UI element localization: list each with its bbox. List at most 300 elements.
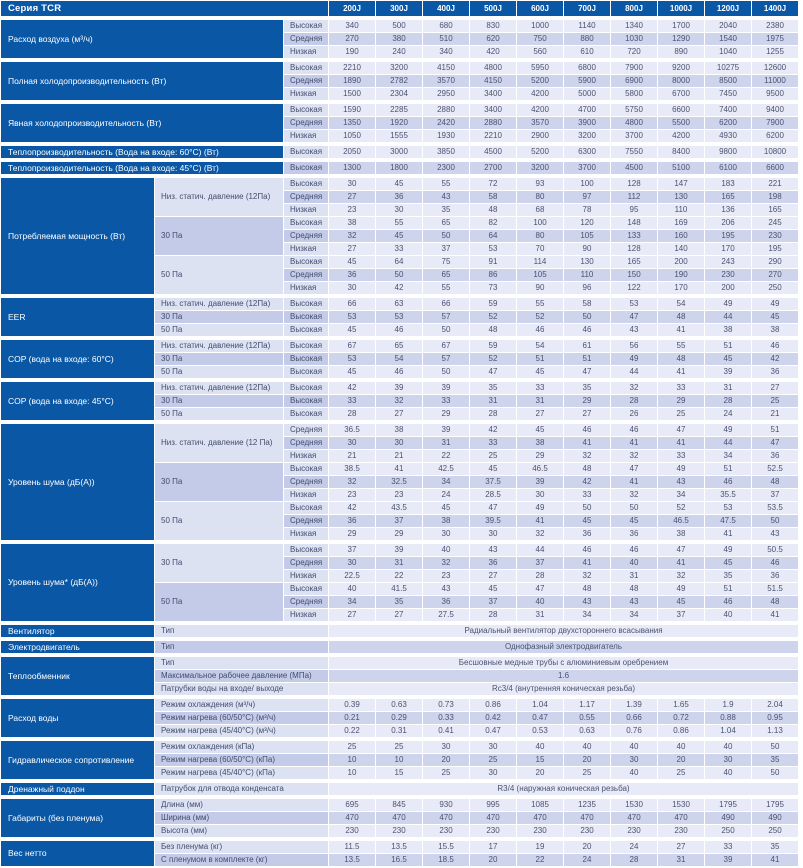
- value-cell: 0.53: [517, 725, 563, 737]
- speed-label: Средняя: [284, 230, 328, 242]
- value-cell: 51: [517, 353, 563, 365]
- speed-label: Средняя: [284, 269, 328, 281]
- value-cell: 45: [517, 424, 563, 436]
- value-cell: 52: [470, 311, 516, 323]
- gap-cell: [1, 738, 798, 740]
- value-cell: 30: [470, 528, 516, 540]
- value-cell: 4150: [470, 75, 516, 87]
- section-label-noise-plenum: Уровень шума* (дБ(А)): [1, 544, 154, 621]
- value-cell: 36: [423, 596, 469, 608]
- value-cell: 40: [705, 767, 751, 779]
- value-cell: 845: [376, 799, 422, 811]
- gap-cell: [1, 101, 798, 103]
- table-row: [1, 382, 798, 394]
- property-label: Патрубки воды на входе/ выходе: [155, 683, 328, 695]
- value-cell: 58: [470, 191, 516, 203]
- value-cell: 2300: [423, 162, 469, 174]
- speed-label: Высокая: [284, 311, 328, 323]
- value-cell: 0.42: [470, 712, 516, 724]
- property-label: Режим нагрева (60/50°С) (кПа): [155, 754, 328, 766]
- value-cell: 26: [611, 408, 657, 420]
- gap-cell: [1, 696, 798, 698]
- value-cell: 72: [470, 178, 516, 190]
- value-cell: 3700: [611, 130, 657, 142]
- value-cell: 30: [470, 767, 516, 779]
- condition-label: 50 Па: [155, 408, 283, 420]
- speed-label: Высокая: [284, 20, 328, 32]
- speed-label: Высокая: [284, 583, 328, 595]
- value-cell: 890: [658, 46, 704, 58]
- speed-label: Низкая: [284, 489, 328, 501]
- value-cell: 24: [611, 841, 657, 853]
- value-cell: 290: [752, 256, 798, 268]
- value-cell: 48: [658, 311, 704, 323]
- value-cell: 39: [423, 424, 469, 436]
- value-cell: 490: [752, 812, 798, 824]
- value-cell: 5200: [517, 146, 563, 158]
- value-cell: 250: [752, 282, 798, 294]
- value-cell: 10: [376, 754, 422, 766]
- value-cell: 15: [376, 767, 422, 779]
- value-cell: 206: [705, 217, 751, 229]
- value-cell: 39: [376, 382, 422, 394]
- value-cell: 29: [564, 395, 610, 407]
- value-cell: 1590: [329, 104, 375, 116]
- property-label: Без пленума (кг): [155, 841, 328, 853]
- value-cell: 37: [376, 515, 422, 527]
- value-cell: 1.04: [517, 699, 563, 711]
- value-cell: 49: [705, 544, 751, 556]
- value-cell: 21: [752, 408, 798, 420]
- speed-label: Низкая: [284, 204, 328, 216]
- gap-cell: [1, 421, 798, 423]
- value-cell: 46: [752, 340, 798, 352]
- value-cell: 15.5: [423, 841, 469, 853]
- gap-cell: [1, 541, 798, 543]
- model-column-header: 500J: [470, 1, 516, 16]
- value-cell: 25: [329, 741, 375, 753]
- value-cell: 65: [376, 340, 422, 352]
- speed-label: Высокая: [284, 162, 328, 174]
- value-cell: 270: [329, 33, 375, 45]
- value-cell: 51.5: [752, 583, 798, 595]
- section-gap: [1, 541, 798, 543]
- value-cell: 32: [564, 450, 610, 462]
- condition-label: 50 Па: [155, 502, 283, 540]
- value-cell: 830: [470, 20, 516, 32]
- property-label: Тип: [155, 625, 328, 637]
- value-cell: 5100: [658, 162, 704, 174]
- value-cell: 41: [611, 476, 657, 488]
- value-cell: 183: [705, 178, 751, 190]
- value-cell: 44: [611, 366, 657, 378]
- value-cell: 39.5: [470, 515, 516, 527]
- value-cell: 39: [376, 544, 422, 556]
- value-cell: 50: [423, 366, 469, 378]
- property-label: Режим охлаждения (кПа): [155, 741, 328, 753]
- section-label-power: Потребляемая мощность (Вт): [1, 178, 154, 294]
- property-label: С пленумом в комплекте (кг): [155, 854, 328, 866]
- value-cell: 86: [470, 269, 516, 281]
- value-cell: 1800: [376, 162, 422, 174]
- section-gap: [1, 838, 798, 840]
- value-cell: 49: [705, 424, 751, 436]
- value-cell: 1.04: [705, 725, 751, 737]
- value-cell: 53: [329, 311, 375, 323]
- section-label-drain-pan: Дренажный поддон: [1, 783, 154, 795]
- value-cell: 114: [517, 256, 563, 268]
- value-cell: 43: [658, 476, 704, 488]
- value-cell: 2285: [376, 104, 422, 116]
- value-cell: 38: [329, 217, 375, 229]
- value-cell: 68: [517, 204, 563, 216]
- value-cell: 470: [329, 812, 375, 824]
- value-cell: 42: [329, 382, 375, 394]
- value-cell: 43: [423, 191, 469, 203]
- header-gap: [1, 17, 798, 19]
- value-cell: 165: [752, 204, 798, 216]
- value-cell: 47: [658, 424, 704, 436]
- gap-cell: [1, 638, 798, 640]
- value-cell: 6900: [611, 75, 657, 87]
- speed-label: Высокая: [284, 408, 328, 420]
- speed-label: Высокая: [284, 340, 328, 352]
- value-cell: 7400: [705, 104, 751, 116]
- speed-label: Средняя: [284, 437, 328, 449]
- value-cell: 44: [517, 544, 563, 556]
- value-cell: 48: [611, 583, 657, 595]
- value-cell: 38: [658, 528, 704, 540]
- value-cell: 7550: [611, 146, 657, 158]
- value-cell: 39: [423, 382, 469, 394]
- speed-label: Высокая: [284, 324, 328, 336]
- value-cell: 36.5: [329, 424, 375, 436]
- value-cell: 6700: [658, 88, 704, 100]
- value-cell: 230: [611, 825, 657, 837]
- speed-label: Средняя: [284, 476, 328, 488]
- value-cell: 0.66: [611, 712, 657, 724]
- value-cell: 1350: [329, 117, 375, 129]
- value-cell: 50: [564, 502, 610, 514]
- value-cell: 32: [329, 476, 375, 488]
- value-cell: 35: [423, 204, 469, 216]
- gap-cell: [1, 337, 798, 339]
- merged-value-cell: Бесшовные медные трубы с алюминиевым оребрением: [329, 657, 798, 669]
- value-cell: 40: [611, 557, 657, 569]
- value-cell: 51: [705, 583, 751, 595]
- value-cell: 30: [470, 741, 516, 753]
- value-cell: 500: [376, 20, 422, 32]
- value-cell: 5000: [564, 88, 610, 100]
- value-cell: 3000: [376, 146, 422, 158]
- value-cell: 1795: [705, 799, 751, 811]
- table-row: [1, 298, 798, 310]
- section-label-heating-45: Теплопроизводительность (Вода на входе: 45°С) (Вт): [1, 162, 283, 174]
- merged-value-cell: Rc3/4 (внутренняя коническая резьба): [329, 683, 798, 695]
- value-cell: 230: [564, 825, 610, 837]
- speed-label: Высокая: [284, 298, 328, 310]
- condition-label: 30 Па: [155, 353, 283, 365]
- value-cell: 11.5: [329, 841, 375, 853]
- value-cell: 47: [470, 366, 516, 378]
- value-cell: 46: [611, 424, 657, 436]
- value-cell: 2304: [376, 88, 422, 100]
- section-gap: [1, 175, 798, 177]
- value-cell: 165: [611, 256, 657, 268]
- value-cell: 100: [517, 217, 563, 229]
- value-cell: 80: [517, 230, 563, 242]
- value-cell: 50: [752, 767, 798, 779]
- value-cell: 230: [658, 825, 704, 837]
- speed-label: Средняя: [284, 33, 328, 45]
- value-cell: 47: [752, 437, 798, 449]
- value-cell: 45: [470, 583, 516, 595]
- value-cell: 48: [564, 463, 610, 475]
- speed-label: Низкая: [284, 609, 328, 621]
- value-cell: 75: [423, 256, 469, 268]
- value-cell: 25: [564, 767, 610, 779]
- table-row: [1, 20, 798, 32]
- value-cell: 3400: [470, 88, 516, 100]
- value-cell: 22: [423, 450, 469, 462]
- value-cell: 3900: [564, 117, 610, 129]
- value-cell: 23: [423, 570, 469, 582]
- value-cell: 12600: [752, 62, 798, 74]
- value-cell: 35.5: [705, 489, 751, 501]
- value-cell: 30: [329, 282, 375, 294]
- value-cell: 58: [564, 298, 610, 310]
- value-cell: 2700: [470, 162, 516, 174]
- value-cell: 6200: [705, 117, 751, 129]
- value-cell: 56: [611, 340, 657, 352]
- condition-label: 30 Па: [155, 463, 283, 501]
- value-cell: 37: [329, 544, 375, 556]
- gap-cell: [1, 59, 798, 61]
- value-cell: 50: [752, 741, 798, 753]
- value-cell: 40: [564, 741, 610, 753]
- value-cell: 45: [470, 463, 516, 475]
- value-cell: 49: [517, 502, 563, 514]
- value-cell: 40: [658, 741, 704, 753]
- value-cell: 35: [705, 570, 751, 582]
- property-label: Режим нагрева (45/40°С) (кПа): [155, 767, 328, 779]
- value-cell: 57: [423, 353, 469, 365]
- value-cell: 47: [611, 311, 657, 323]
- value-cell: 750: [517, 33, 563, 45]
- value-cell: 45: [705, 353, 751, 365]
- table-row: [1, 340, 798, 352]
- value-cell: 1290: [658, 33, 704, 45]
- value-cell: 25: [658, 408, 704, 420]
- value-cell: 51: [564, 353, 610, 365]
- condition-label: 50 Па: [155, 256, 283, 294]
- value-cell: 50: [752, 515, 798, 527]
- value-cell: 3570: [423, 75, 469, 87]
- speed-label: Высокая: [284, 463, 328, 475]
- value-cell: 2880: [423, 104, 469, 116]
- value-cell: 5500: [658, 117, 704, 129]
- value-cell: 230: [376, 825, 422, 837]
- value-cell: 243: [705, 256, 751, 268]
- section-label-eer: EER: [1, 298, 154, 336]
- section-gap: [1, 696, 798, 698]
- value-cell: 41: [611, 437, 657, 449]
- value-cell: 1140: [564, 20, 610, 32]
- value-cell: 38.5: [329, 463, 375, 475]
- value-cell: 28.5: [470, 489, 516, 501]
- value-cell: 40: [423, 544, 469, 556]
- value-cell: 53.5: [752, 502, 798, 514]
- value-cell: 30: [376, 204, 422, 216]
- value-cell: 31: [517, 395, 563, 407]
- value-cell: 1.17: [564, 699, 610, 711]
- model-column-header: 700J: [564, 1, 610, 16]
- value-cell: 36: [329, 269, 375, 281]
- value-cell: 33: [658, 450, 704, 462]
- value-cell: 46: [752, 557, 798, 569]
- section-gap: [1, 622, 798, 624]
- model-column-header: 600J: [517, 1, 563, 16]
- value-cell: 25: [423, 767, 469, 779]
- value-cell: 40: [517, 596, 563, 608]
- value-cell: 20: [564, 841, 610, 853]
- value-cell: 0.41: [423, 725, 469, 737]
- value-cell: 128: [611, 243, 657, 255]
- value-cell: 55: [658, 340, 704, 352]
- gap-cell: [1, 159, 798, 161]
- value-cell: 6800: [564, 62, 610, 74]
- value-cell: 59: [470, 340, 516, 352]
- value-cell: 50: [423, 230, 469, 242]
- value-cell: 136: [705, 204, 751, 216]
- condition-label: Низ. статич. давление (12Па): [155, 298, 283, 310]
- table-row: [1, 657, 798, 669]
- table-row: [1, 424, 798, 436]
- value-cell: 80: [517, 191, 563, 203]
- value-cell: 1700: [658, 20, 704, 32]
- value-cell: 48: [564, 583, 610, 595]
- value-cell: 29: [329, 528, 375, 540]
- value-cell: 55: [423, 178, 469, 190]
- value-cell: 1975: [752, 33, 798, 45]
- merged-value-cell: Однофазный электродвигатель: [329, 641, 798, 653]
- speed-label: Низкая: [284, 570, 328, 582]
- property-label: Длина (мм): [155, 799, 328, 811]
- section-gap: [1, 738, 798, 740]
- value-cell: 27: [376, 408, 422, 420]
- value-cell: 54: [658, 298, 704, 310]
- table-row: [1, 799, 798, 811]
- value-cell: 25: [470, 754, 516, 766]
- value-cell: 10: [329, 754, 375, 766]
- value-cell: 32: [423, 557, 469, 569]
- value-cell: 420: [470, 46, 516, 58]
- value-cell: 36: [611, 528, 657, 540]
- value-cell: 0.63: [376, 699, 422, 711]
- value-cell: 31: [423, 437, 469, 449]
- value-cell: 47: [517, 583, 563, 595]
- value-cell: 28: [611, 854, 657, 866]
- value-cell: 1540: [705, 33, 751, 45]
- speed-label: Средняя: [284, 191, 328, 203]
- value-cell: 30: [705, 754, 751, 766]
- value-cell: 43: [611, 324, 657, 336]
- value-cell: 53: [611, 298, 657, 310]
- value-cell: 42: [376, 282, 422, 294]
- value-cell: 2.04: [752, 699, 798, 711]
- value-cell: 0.86: [658, 725, 704, 737]
- value-cell: 40: [705, 741, 751, 753]
- value-cell: 41: [658, 324, 704, 336]
- value-cell: 78: [564, 204, 610, 216]
- value-cell: 35: [752, 754, 798, 766]
- gap-cell: [1, 838, 798, 840]
- value-cell: 22: [376, 570, 422, 582]
- value-cell: 31: [376, 557, 422, 569]
- value-cell: 22: [517, 854, 563, 866]
- value-cell: 1555: [376, 130, 422, 142]
- value-cell: 40: [517, 741, 563, 753]
- value-cell: 28: [517, 570, 563, 582]
- value-cell: 31: [517, 609, 563, 621]
- value-cell: 1930: [423, 130, 469, 142]
- value-cell: 1040: [705, 46, 751, 58]
- value-cell: 25: [470, 450, 516, 462]
- value-cell: 3200: [517, 162, 563, 174]
- value-cell: 25: [376, 741, 422, 753]
- value-cell: 0.73: [423, 699, 469, 711]
- section-gap: [1, 780, 798, 782]
- value-cell: 67: [423, 340, 469, 352]
- value-cell: 27.5: [423, 609, 469, 621]
- value-cell: 21: [329, 450, 375, 462]
- value-cell: 20: [658, 754, 704, 766]
- value-cell: 230: [752, 230, 798, 242]
- value-cell: 0.21: [329, 712, 375, 724]
- value-cell: 13.5: [329, 854, 375, 866]
- value-cell: 7900: [752, 117, 798, 129]
- value-cell: 110: [564, 269, 610, 281]
- section-label-net-weight: Вес нетто: [1, 841, 154, 866]
- value-cell: 2380: [752, 20, 798, 32]
- value-cell: 470: [470, 812, 516, 824]
- table-row: [1, 641, 798, 653]
- value-cell: 880: [564, 33, 610, 45]
- merged-value-cell: R3/4 (наружная коническая резьба): [329, 783, 798, 795]
- value-cell: 30: [329, 178, 375, 190]
- value-cell: 45: [564, 515, 610, 527]
- condition-label: 30 Па: [155, 311, 283, 323]
- model-column-header: 1400J: [752, 1, 798, 16]
- value-cell: 9500: [752, 88, 798, 100]
- value-cell: 65: [423, 217, 469, 229]
- value-cell: 1235: [564, 799, 610, 811]
- value-cell: 39: [517, 476, 563, 488]
- value-cell: 39: [705, 854, 751, 866]
- value-cell: 34: [564, 609, 610, 621]
- value-cell: 0.63: [564, 725, 610, 737]
- value-cell: 31: [705, 382, 751, 394]
- value-cell: 24: [705, 408, 751, 420]
- value-cell: 7900: [611, 62, 657, 74]
- section-gap: [1, 796, 798, 798]
- speed-label: Высокая: [284, 544, 328, 556]
- section-gap: [1, 159, 798, 161]
- value-cell: 59: [470, 298, 516, 310]
- value-cell: 49: [705, 298, 751, 310]
- speed-label: Высокая: [284, 104, 328, 116]
- value-cell: 17: [470, 841, 516, 853]
